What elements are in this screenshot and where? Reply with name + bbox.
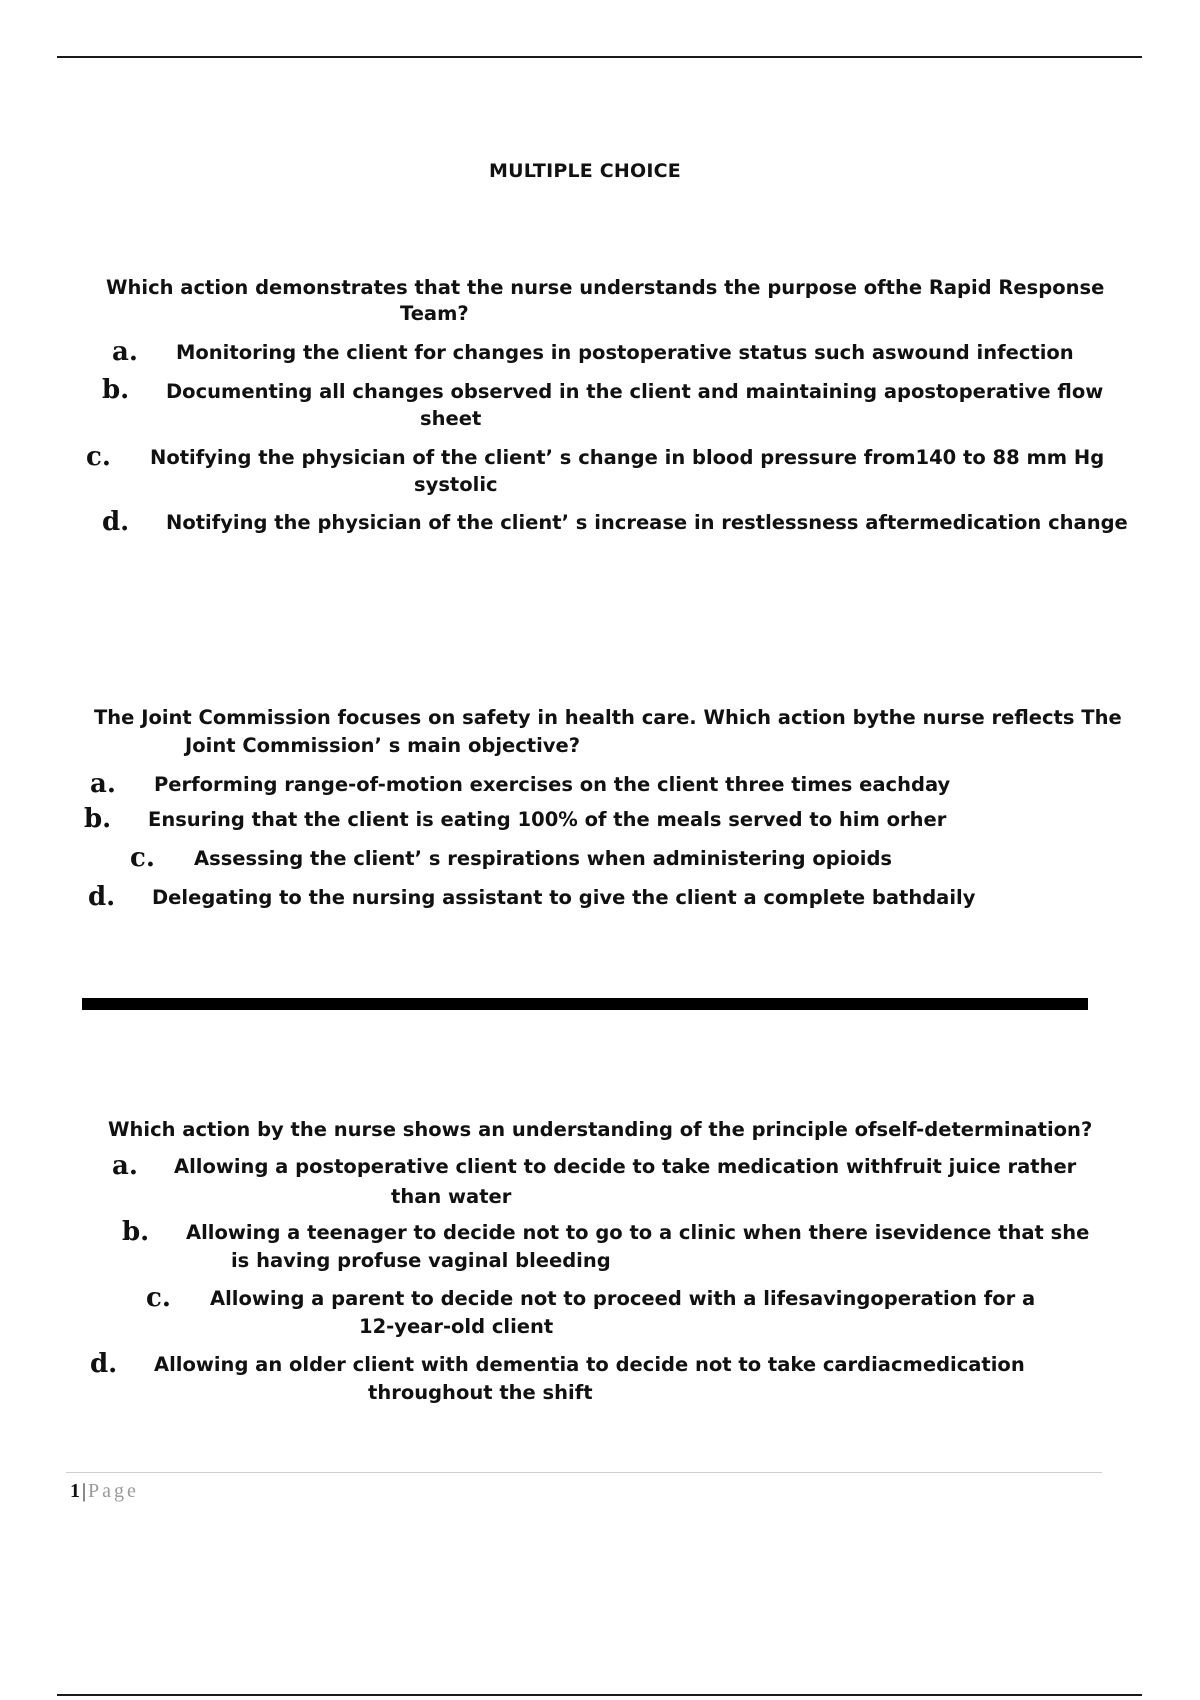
option-text: Performing range-of-motion exercises on the client three times eachday: [154, 773, 951, 796]
option-text: Ensuring that the client is eating 100% of the meals served to him orher: [148, 808, 947, 831]
option-text: Allowing a postoperative client to decide to take medication withfruit juice rather: [174, 1155, 1077, 1178]
option-letter: a.: [90, 769, 116, 799]
option-text-cont: systolic: [414, 473, 498, 496]
option-text: Notifying the physician of the client’ s increase in restlessness aftermedication change: [166, 511, 1128, 534]
footer-rule: [66, 1472, 1102, 1473]
option-text: Allowing a teenager to decide not to go to a clinic when there isevidence that she: [186, 1221, 1090, 1244]
option-text-cont: is having profuse vaginal bleeding: [231, 1249, 611, 1272]
option-letter: c.: [86, 442, 111, 472]
page-footer: [70, 1479, 139, 1503]
option-letter: d.: [90, 1349, 118, 1379]
option-letter: b.: [84, 804, 112, 834]
option-text: Documenting all changes observed in the client and maintaining apostoperative flow: [166, 380, 1104, 403]
option-text: Delegating to the nursing assistant to give the client a complete bathdaily: [152, 886, 976, 909]
page-number: 1: [70, 1480, 80, 1502]
page-label: Page: [88, 1480, 139, 1502]
question-3-stem-line-1: Which action by the nurse shows an understanding of the principle ofself-determination?: [108, 1118, 1093, 1141]
option-letter: d.: [102, 507, 130, 537]
option-text: Notifying the physician of the client’ s change in blood pressure from140 to 88 mm Hg: [150, 446, 1105, 469]
page-separator: |: [82, 1480, 87, 1502]
page-title: MULTIPLE CHOICE: [489, 160, 681, 182]
option-text-cont: 12-year-old client: [359, 1315, 554, 1338]
option-text: Allowing an older client with dementia to decide not to take cardiacmedication: [154, 1353, 1025, 1376]
question-2-stem-line-1: The Joint Commission focuses on safety in health care. Which action bythe nurse reflects The: [94, 706, 1122, 729]
section-divider: [82, 998, 1088, 1010]
option-text-cont: than water: [391, 1185, 512, 1208]
option-text: Assessing the client’ s respirations when administering opioids: [194, 847, 893, 870]
option-text-cont: throughout the shift: [368, 1381, 593, 1404]
question-1-stem-line-2: Team?: [400, 302, 469, 325]
top-rule: [57, 56, 1142, 58]
question-1-stem-line-1: Which action demonstrates that the nurse understands the purpose ofthe Rapid Response: [106, 276, 1105, 299]
option-letter: a.: [112, 1151, 138, 1181]
option-letter: b.: [122, 1217, 150, 1247]
option-letter: d.: [88, 882, 116, 912]
bottom-rule: [57, 1694, 1142, 1696]
question-2-stem-line-2: Joint Commission’ s main objective?: [185, 734, 581, 757]
option-text-cont: sheet: [420, 407, 482, 430]
option-letter: c.: [130, 843, 155, 873]
option-letter: c.: [146, 1283, 171, 1313]
option-text: Allowing a parent to decide not to proceed with a lifesavingoperation for a: [210, 1287, 1036, 1310]
option-letter: a.: [112, 337, 138, 367]
option-letter: b.: [102, 375, 130, 405]
option-text: Monitoring the client for changes in postoperative status such aswound infection: [176, 341, 1074, 364]
